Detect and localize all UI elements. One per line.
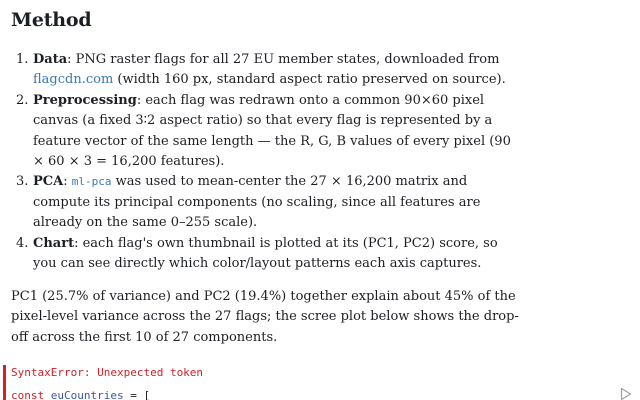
method-steps-list	[16, 50, 523, 274]
error-message: SyntaxError: Unexpected token	[11, 366, 204, 379]
step-term: Preprocessing	[33, 92, 137, 108]
list-number: 4.	[16, 235, 29, 251]
variance-summary: PC1 (25.7% of variance) and PC2 (19.4%) together explain about 45% of the pixel-level variance across the 27 flags; the scree plot below shows the drop-off across the first 10 of 27 components.	[11, 289, 519, 345]
list-item	[16, 50, 523, 91]
code-line[interactable]	[11, 389, 150, 400]
run-cell-icon[interactable]	[620, 387, 632, 400]
step-text: : each flag's own thumbnail is plotted at its (PC1, PC2) score, so you can see directly which color/layout patterns each axis captures.	[33, 235, 498, 272]
code-identifier: euCountries	[50, 389, 124, 400]
list-item	[16, 91, 523, 173]
flagcdn-link[interactable]: flagcdn.com	[33, 72, 114, 88]
ml-pca-code: ml-pca	[71, 175, 112, 189]
step-text: :	[63, 174, 72, 190]
step-text: : PNG raster flags for all 27 EU member states, downloaded from	[67, 52, 500, 67]
step-text: was used to mean-center the 27 × 16,200 matrix and compute its principal components (no scaling, since all features are already on the same 0–255 scale).	[33, 174, 481, 231]
step-text: : each flag was redrawn onto a common 90×60 pixel canvas (a fixed 3∶2 aspect ratio) so that every flag is represented by a feature vector of the same length — the R, G, B values of every pixel (90 × 60 × 3 = 16,200 features).	[33, 92, 511, 170]
section-heading: Method	[11, 9, 92, 31]
list-number: 3.	[16, 174, 29, 190]
list-item	[16, 172, 523, 233]
code-keyword: const	[11, 389, 45, 400]
step-term: Chart	[33, 235, 75, 251]
list-item	[16, 234, 523, 275]
step-text: (width 160 px, standard aspect ratio preserved on source).	[113, 72, 506, 88]
error-indicator-bar	[3, 365, 6, 400]
code-cell[interactable]	[0, 362, 640, 400]
step-term: PCA	[33, 174, 64, 190]
list-number: 2.	[16, 92, 29, 108]
list-number: 1.	[16, 52, 29, 67]
code-punctuation: = [	[123, 389, 151, 400]
step-term: Data	[33, 52, 68, 67]
